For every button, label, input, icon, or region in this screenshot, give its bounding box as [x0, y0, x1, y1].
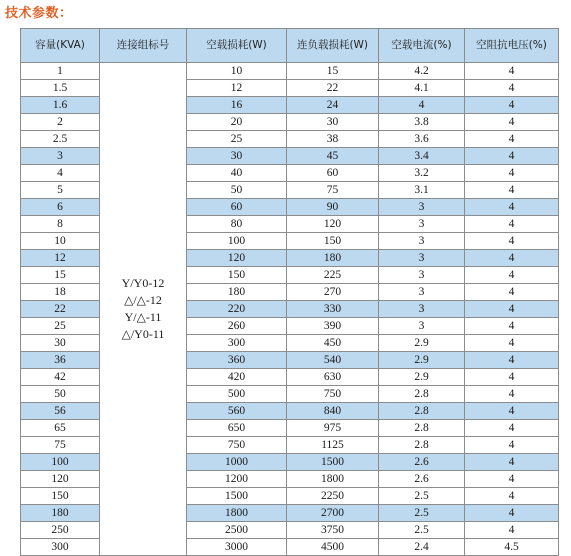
cell-load-loss: 1800 — [287, 471, 379, 488]
cell-impedance-voltage: 4 — [465, 250, 559, 267]
cell-no-load-loss: 650 — [187, 420, 287, 437]
cell-load-loss: 120 — [287, 216, 379, 233]
cell-capacity: 120 — [21, 471, 100, 488]
cell-no-load-loss: 220 — [187, 301, 287, 318]
cell-impedance-voltage: 4 — [465, 114, 559, 131]
cell-load-loss: 60 — [287, 165, 379, 182]
cell-capacity: 36 — [21, 352, 100, 369]
cell-no-load-current: 3 — [379, 233, 465, 250]
cell-connection-group — [100, 63, 187, 556]
cell-no-load-current: 2.8 — [379, 420, 465, 437]
connection-group-label: △/△-12 — [124, 293, 162, 307]
cell-no-load-current: 3.4 — [379, 148, 465, 165]
cell-no-load-current: 4 — [379, 97, 465, 114]
cell-capacity: 1 — [21, 63, 100, 80]
cell-load-loss: 450 — [287, 335, 379, 352]
header-connection-group: 连接组标号 — [100, 29, 187, 63]
cell-impedance-voltage: 4 — [465, 352, 559, 369]
cell-impedance-voltage: 4 — [465, 522, 559, 539]
cell-impedance-voltage: 4.5 — [465, 539, 559, 556]
cell-impedance-voltage: 4 — [465, 233, 559, 250]
cell-load-loss: 540 — [287, 352, 379, 369]
cell-no-load-current: 2.9 — [379, 352, 465, 369]
cell-capacity: 1.6 — [21, 97, 100, 114]
connection-group-label: Y/△-11 — [124, 310, 162, 324]
cell-load-loss: 75 — [287, 182, 379, 199]
spec-table — [20, 28, 559, 556]
cell-impedance-voltage: 4 — [465, 284, 559, 301]
cell-impedance-voltage: 4 — [465, 403, 559, 420]
cell-impedance-voltage: 4 — [465, 267, 559, 284]
cell-no-load-loss: 20 — [187, 114, 287, 131]
cell-impedance-voltage: 4 — [465, 63, 559, 80]
cell-impedance-voltage: 4 — [465, 505, 559, 522]
cell-load-loss: 45 — [287, 148, 379, 165]
connection-group-label: △/Y0-11 — [121, 327, 165, 341]
cell-impedance-voltage: 4 — [465, 131, 559, 148]
cell-capacity: 8 — [21, 216, 100, 233]
cell-no-load-current: 2.8 — [379, 403, 465, 420]
cell-capacity: 3 — [21, 148, 100, 165]
cell-no-load-loss: 500 — [187, 386, 287, 403]
cell-no-load-loss: 120 — [187, 250, 287, 267]
cell-load-loss: 15 — [287, 63, 379, 80]
cell-impedance-voltage: 4 — [465, 471, 559, 488]
cell-load-loss: 270 — [287, 284, 379, 301]
cell-no-load-loss: 1500 — [187, 488, 287, 505]
cell-impedance-voltage: 4 — [465, 488, 559, 505]
cell-no-load-loss: 60 — [187, 199, 287, 216]
table-header-row — [21, 29, 559, 63]
cell-load-loss: 24 — [287, 97, 379, 114]
cell-no-load-current: 3.2 — [379, 165, 465, 182]
cell-no-load-current: 3 — [379, 318, 465, 335]
connection-group-label: Y/Y0-12 — [121, 276, 165, 290]
cell-load-loss: 975 — [287, 420, 379, 437]
cell-load-loss: 150 — [287, 233, 379, 250]
cell-no-load-loss: 260 — [187, 318, 287, 335]
cell-no-load-loss: 1000 — [187, 454, 287, 471]
cell-load-loss: 180 — [287, 250, 379, 267]
cell-no-load-loss: 30 — [187, 148, 287, 165]
cell-load-loss: 390 — [287, 318, 379, 335]
cell-no-load-current: 2.4 — [379, 539, 465, 556]
cell-capacity: 50 — [21, 386, 100, 403]
cell-load-loss: 3750 — [287, 522, 379, 539]
cell-no-load-current: 4.1 — [379, 80, 465, 97]
cell-no-load-current: 2.9 — [379, 335, 465, 352]
cell-impedance-voltage: 4 — [465, 97, 559, 114]
cell-capacity: 6 — [21, 199, 100, 216]
table-row — [21, 63, 559, 80]
table-body — [21, 63, 559, 556]
cell-capacity: 65 — [21, 420, 100, 437]
cell-no-load-loss: 12 — [187, 80, 287, 97]
cell-load-loss: 1500 — [287, 454, 379, 471]
cell-no-load-loss: 2500 — [187, 522, 287, 539]
cell-no-load-loss: 300 — [187, 335, 287, 352]
cell-impedance-voltage: 4 — [465, 216, 559, 233]
cell-capacity: 100 — [21, 454, 100, 471]
cell-no-load-loss: 1200 — [187, 471, 287, 488]
cell-capacity: 12 — [21, 250, 100, 267]
cell-capacity: 25 — [21, 318, 100, 335]
cell-load-loss: 90 — [287, 199, 379, 216]
cell-no-load-loss: 360 — [187, 352, 287, 369]
cell-no-load-current: 3.6 — [379, 131, 465, 148]
cell-impedance-voltage: 4 — [465, 437, 559, 454]
cell-capacity: 30 — [21, 335, 100, 352]
cell-no-load-loss: 420 — [187, 369, 287, 386]
cell-no-load-current: 3 — [379, 301, 465, 318]
cell-capacity: 22 — [21, 301, 100, 318]
cell-no-load-current: 2.6 — [379, 471, 465, 488]
cell-impedance-voltage: 4 — [465, 454, 559, 471]
cell-impedance-voltage: 4 — [465, 199, 559, 216]
cell-capacity: 5 — [21, 182, 100, 199]
cell-impedance-voltage: 4 — [465, 301, 559, 318]
cell-load-loss: 4500 — [287, 539, 379, 556]
cell-capacity: 56 — [21, 403, 100, 420]
cell-no-load-loss: 1800 — [187, 505, 287, 522]
cell-no-load-current: 3.8 — [379, 114, 465, 131]
cell-capacity: 180 — [21, 505, 100, 522]
cell-no-load-current: 2.8 — [379, 386, 465, 403]
cell-no-load-current: 3.1 — [379, 182, 465, 199]
cell-load-loss: 225 — [287, 267, 379, 284]
cell-no-load-current: 3 — [379, 199, 465, 216]
cell-no-load-loss: 150 — [187, 267, 287, 284]
cell-impedance-voltage: 4 — [465, 80, 559, 97]
cell-impedance-voltage: 4 — [465, 420, 559, 437]
header-capacity: 容量(KVA) — [21, 29, 100, 63]
cell-no-load-loss: 180 — [187, 284, 287, 301]
cell-capacity: 250 — [21, 522, 100, 539]
cell-no-load-loss: 560 — [187, 403, 287, 420]
header-no-load-loss: 空载损耗(W) — [187, 29, 287, 63]
cell-no-load-current: 2.5 — [379, 522, 465, 539]
cell-no-load-loss: 50 — [187, 182, 287, 199]
cell-capacity: 42 — [21, 369, 100, 386]
cell-load-loss: 630 — [287, 369, 379, 386]
cell-capacity: 10 — [21, 233, 100, 250]
cell-no-load-loss: 3000 — [187, 539, 287, 556]
cell-load-loss: 840 — [287, 403, 379, 420]
cell-no-load-current: 4.2 — [379, 63, 465, 80]
cell-capacity: 300 — [21, 539, 100, 556]
cell-impedance-voltage: 4 — [465, 386, 559, 403]
cell-load-loss: 30 — [287, 114, 379, 131]
cell-no-load-loss: 750 — [187, 437, 287, 454]
cell-capacity: 18 — [21, 284, 100, 301]
cell-no-load-current: 2.5 — [379, 505, 465, 522]
cell-load-loss: 38 — [287, 131, 379, 148]
cell-no-load-loss: 10 — [187, 63, 287, 80]
cell-no-load-loss: 16 — [187, 97, 287, 114]
cell-impedance-voltage: 4 — [465, 335, 559, 352]
cell-no-load-current: 3 — [379, 216, 465, 233]
cell-capacity: 1.5 — [21, 80, 100, 97]
cell-capacity: 4 — [21, 165, 100, 182]
cell-impedance-voltage: 4 — [465, 148, 559, 165]
cell-load-loss: 2250 — [287, 488, 379, 505]
cell-no-load-loss: 100 — [187, 233, 287, 250]
cell-capacity: 2 — [21, 114, 100, 131]
cell-no-load-current: 2.8 — [379, 437, 465, 454]
header-no-load-current: 空载电流(%) — [379, 29, 465, 63]
cell-impedance-voltage: 4 — [465, 165, 559, 182]
cell-no-load-current: 3 — [379, 250, 465, 267]
cell-load-loss: 330 — [287, 301, 379, 318]
cell-impedance-voltage: 4 — [465, 318, 559, 335]
cell-capacity: 15 — [21, 267, 100, 284]
cell-impedance-voltage: 4 — [465, 369, 559, 386]
cell-impedance-voltage: 4 — [465, 182, 559, 199]
cell-no-load-current: 2.5 — [379, 488, 465, 505]
cell-no-load-current: 2.6 — [379, 454, 465, 471]
cell-no-load-current: 3 — [379, 284, 465, 301]
cell-capacity: 2.5 — [21, 131, 100, 148]
cell-load-loss: 22 — [287, 80, 379, 97]
cell-no-load-loss: 80 — [187, 216, 287, 233]
cell-no-load-current: 2.9 — [379, 369, 465, 386]
cell-capacity: 75 — [21, 437, 100, 454]
cell-no-load-loss: 40 — [187, 165, 287, 182]
header-load-loss: 连负载损耗(W) — [287, 29, 379, 63]
cell-load-loss: 2700 — [287, 505, 379, 522]
cell-no-load-loss: 25 — [187, 131, 287, 148]
cell-load-loss: 1125 — [287, 437, 379, 454]
cell-load-loss: 750 — [287, 386, 379, 403]
cell-capacity: 150 — [21, 488, 100, 505]
cell-no-load-current: 3 — [379, 267, 465, 284]
section-title: 技术参数： — [5, 6, 73, 21]
header-impedance-voltage: 空阻抗电压(%) — [465, 29, 559, 63]
